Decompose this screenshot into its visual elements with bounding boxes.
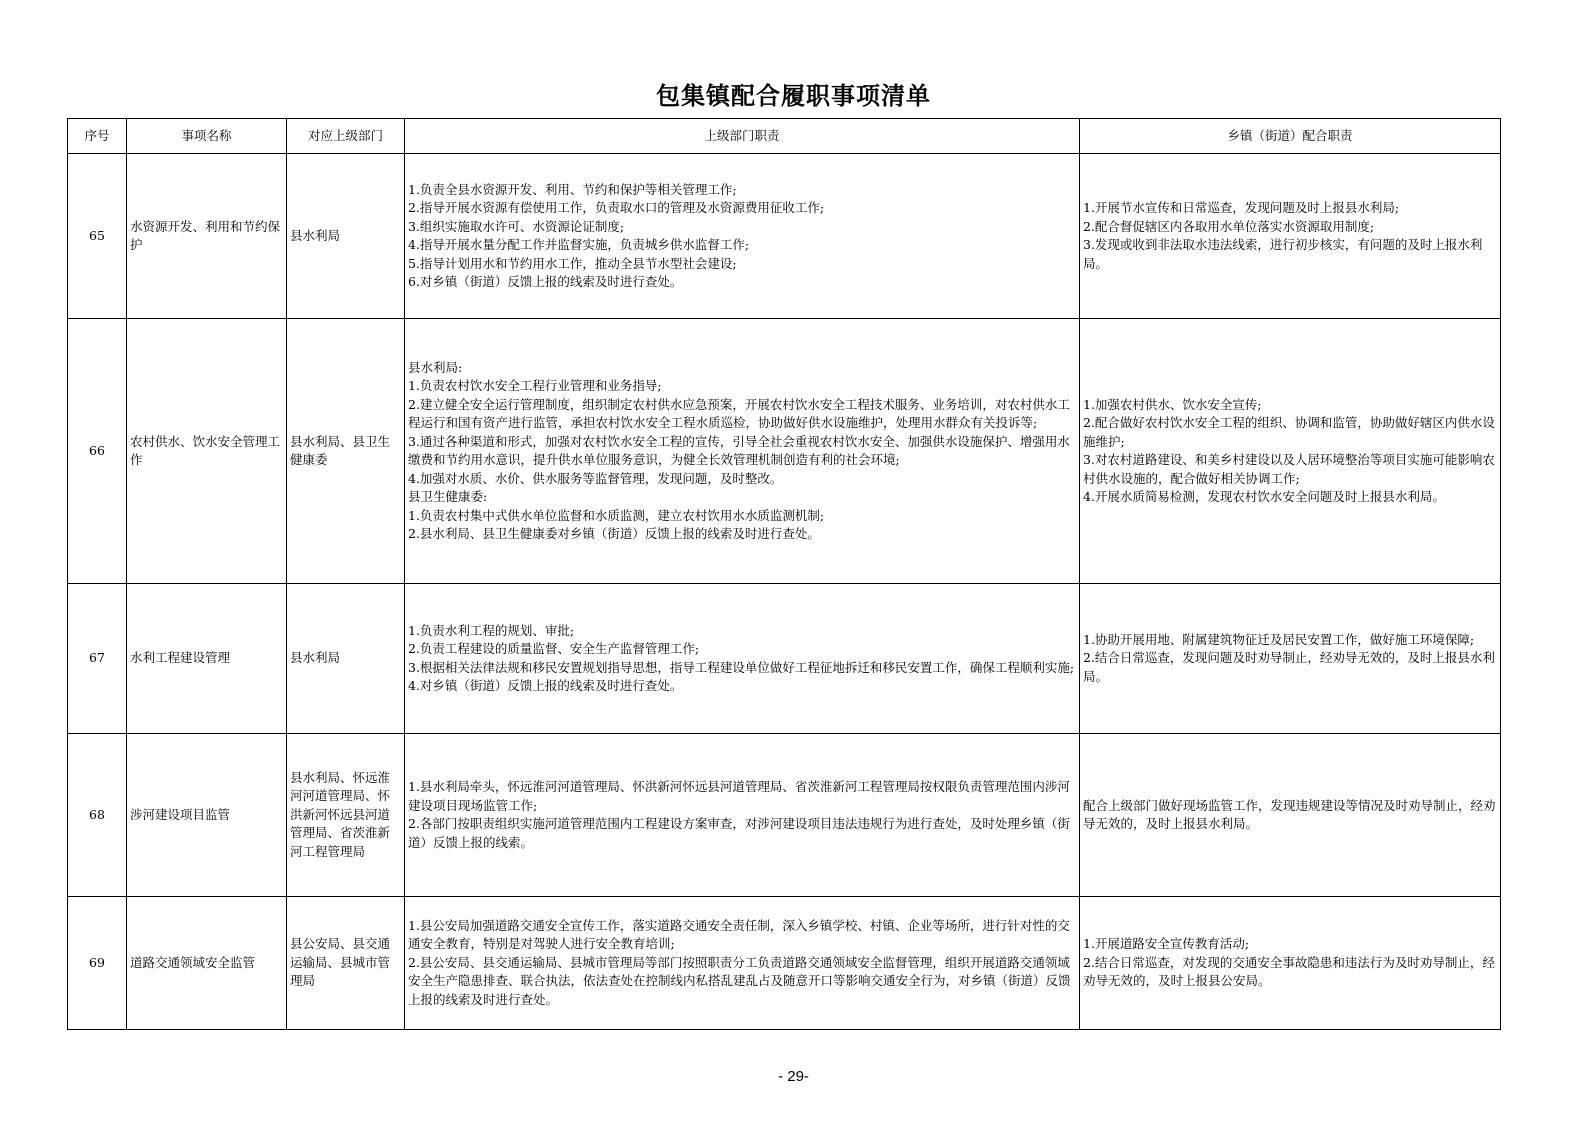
row-item-name: 农村供水、饮水安全管理工作	[127, 319, 287, 584]
page-number: - 29-	[778, 1068, 809, 1085]
row-department: 县水利局、县卫生健康委	[287, 319, 405, 584]
header-department: 对应上级部门	[287, 119, 405, 154]
table-row	[68, 734, 1501, 897]
row-town-cooperation: 1.协助开展用地、附属建筑物征迁及居民安置工作，做好施工环境保障; 2.结合日常巡查，发现问题及时劝导制止，经劝导无效的，及时上报县水利局。	[1080, 584, 1501, 734]
duty-table	[67, 118, 1501, 1030]
row-department-duty: 1.负责水利工程的规划、审批; 2.负责工程建设的质量监督、安全生产监督管理工作; 3.根据相关法律法规和移民安置规划指导思想，指导工程建设单位做好工程征地拆迁和移民安置工作，确保工程顺利实施; 4.对乡镇（街道）反馈上报的线索及时进行查处。	[405, 584, 1080, 734]
row-department: 县公安局、县交通运输局、县城市管理局	[287, 897, 405, 1030]
table-row	[68, 584, 1501, 734]
row-item-name: 道路交通领域安全监管	[127, 897, 287, 1030]
row-department-duty: 1.负责全县水资源开发、利用、节约和保护等相关管理工作; 2.指导开展水资源有偿使用工作，负责取水口的管理及水资源费用征收工作; 3.组织实施取水许可、水资源论证制度; 4.指导开展水量分配工作并监督实施，负责城乡供水监督工作; 5.指导计划用水和节约用水工作，推动全县节水型社会建设; 6.对乡镇（街道）反馈上报的线索及时进行查处。	[405, 154, 1080, 319]
row-department: 县水利局	[287, 154, 405, 319]
header-town-cooperation: 乡镇（街道）配合职责	[1080, 119, 1501, 154]
header-item-name: 事项名称	[127, 119, 287, 154]
table-row	[68, 319, 1501, 584]
row-department: 县水利局、怀远淮河河道管理局、怀洪新河怀远县河道管理局、省茨淮新河工程管理局	[287, 734, 405, 897]
row-seq: 67	[68, 584, 127, 734]
table-row	[68, 154, 1501, 319]
header-department-duty: 上级部门职责	[405, 119, 1080, 154]
row-item-name: 涉河建设项目监管	[127, 734, 287, 897]
row-department-duty: 1.县公安局加强道路交通安全宣传工作，落实道路交通安全责任制，深入乡镇学校、村镇、企业等场所，进行针对性的交通安全教育，特别是对驾驶人进行安全教育培训; 2.县公安局、县交通运输局、县城市管理局等部门按照职责分工负责道路交通领域安全监督管理，组织开展道路交通领域安全生产隐患排查、联合执法，依法查处在控制线内私搭乱建乱占及随意开口等影响交通安全行为，对乡镇（街道）反馈上报的线索及时进行查处。	[405, 897, 1080, 1030]
row-town-cooperation: 1.开展节水宣传和日常巡查，发现问题及时上报县水利局; 2.配合督促辖区内各取用水单位落实水资源取用制度; 3.发现或收到非法取水违法线索，进行初步核实，有问题的及时上报水利局。	[1080, 154, 1501, 319]
row-seq: 69	[68, 897, 127, 1030]
row-department-duty: 县水利局: 1.负责农村饮水安全工程行业管理和业务指导; 2.建立健全安全运行管理制度，组织制定农村供水应急预案，开展农村饮水安全工程技术服务、业务培训，对农村供水工程运行和国有资产进行监管，承担农村饮水安全工程水质巡检，协助做好供水设施维护，处理用水群众有关投诉等; 3.通过各种渠道和形式，加强对农村饮水安全工程的宣传，引导全社会重视农村饮水安全、加强供水设施保护、增强用水缴费和节约用水意识，提升供水单位服务意识，为健全长效管理机制创造有利的社会环境; 4.加强对水质、水价、供水服务等监督管理，发现问题，及时整改。 县卫生健康委: 1.负责农村集中式供水单位监督和水质监测，建立农村饮用水水质监测机制; 2.县水利局、县卫生健康委对乡镇（街道）反馈上报的线索及时进行查处。	[405, 319, 1080, 584]
row-town-cooperation: 1.开展道路安全宣传教育活动; 2.结合日常巡查，对发现的交通安全事故隐患和违法行为及时劝导制止，经劝导无效的，及时上报县公安局。	[1080, 897, 1501, 1030]
table-header-row	[68, 119, 1501, 154]
row-seq: 68	[68, 734, 127, 897]
row-town-cooperation: 配合上级部门做好现场监管工作，发现违规建设等情况及时劝导制止，经劝导无效的，及时上报县水利局。	[1080, 734, 1501, 897]
row-town-cooperation: 1.加强农村供水、饮水安全宣传; 2.配合做好农村饮水安全工程的组织、协调和监管，协助做好辖区内供水设施维护; 3.对农村道路建设、和美乡村建设以及人居环境整治等项目实施可能影响农村供水设施的，配合做好相关协调工作; 4.开展水质简易检测，发现农村饮水安全问题及时上报县水利局。	[1080, 319, 1501, 584]
row-seq: 66	[68, 319, 127, 584]
row-department: 县水利局	[287, 584, 405, 734]
row-item-name: 水利工程建设管理	[127, 584, 287, 734]
header-seq: 序号	[68, 119, 127, 154]
table-row	[68, 897, 1501, 1030]
row-department-duty: 1.县水利局牵头，怀远淮河河道管理局、怀洪新河怀远县河道管理局、省茨淮新河工程管理局按权限负责管理范围内涉河建设项目现场监管工作; 2.各部门按职责组织实施河道管理范围内工程建设方案审查，对涉河建设项目违法违规行为进行查处，及时处理乡镇（街道）反馈上报的线索。	[405, 734, 1080, 897]
document-title: 包集镇配合履职事项清单	[656, 81, 931, 110]
row-seq: 65	[68, 154, 127, 319]
row-item-name: 水资源开发、利用和节约保护	[127, 154, 287, 319]
